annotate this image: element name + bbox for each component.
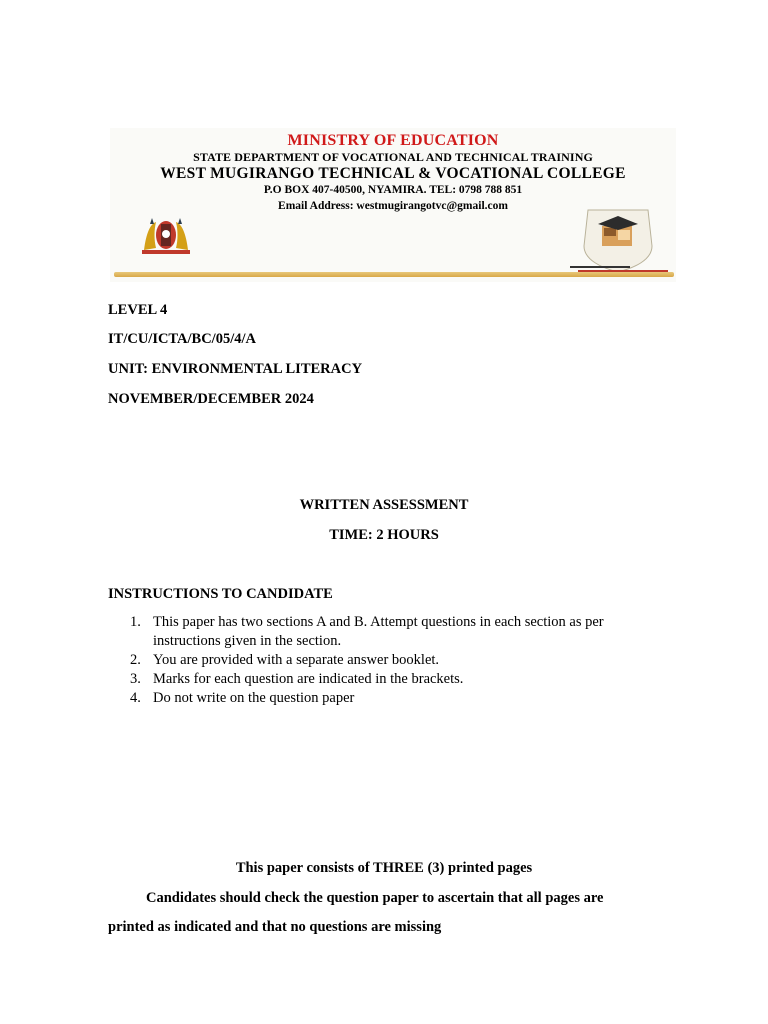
list-item-text: Do not write on the question paper xyxy=(153,690,355,706)
check-note-line-2: printed as indicated and that no questions are missing xyxy=(108,919,442,935)
department-title: STATE DEPARTMENT OF VOCATIONAL AND TECHNICAL TRAINING xyxy=(193,150,593,164)
letterhead-divider xyxy=(114,272,674,277)
exam-period: NOVEMBER/DECEMBER 2024 xyxy=(108,391,314,407)
instructions-list xyxy=(130,613,650,708)
assessment-title: WRITTEN ASSESSMENT xyxy=(299,497,469,513)
check-note-line-1: Candidates should check the question paper to ascertain that all pages are xyxy=(146,890,604,906)
instructions-heading: INSTRUCTIONS TO CANDIDATE xyxy=(108,586,333,602)
college-address: P.O BOX 407-40500, NYAMIRA. TEL: 0798 788 851 xyxy=(263,184,523,196)
unit-code: IT/CU/ICTA/BC/05/4/A xyxy=(108,331,256,347)
list-item-text: This paper has two sections A and B. Attempt questions in each section as per xyxy=(153,614,604,630)
list-item xyxy=(130,651,650,670)
list-item-text: You are provided with a separate answer booklet. xyxy=(153,652,440,668)
college-name: WEST MUGIRANGO TECHNICAL & VOCATIONAL COLLEGE xyxy=(160,165,626,182)
list-item-number: 4. xyxy=(130,690,141,706)
assessment-time: TIME: 2 HOURS xyxy=(329,527,439,543)
pages-note: This paper consists of THREE (3) printed pages xyxy=(235,860,533,876)
college-logo-icon xyxy=(568,206,668,276)
list-item-number: 3. xyxy=(130,671,141,687)
coat-of-arms-icon xyxy=(132,214,200,256)
level-label: LEVEL 4 xyxy=(108,302,168,318)
ministry-title: MINISTRY OF EDUCATION xyxy=(287,132,499,149)
letterhead xyxy=(110,128,676,282)
college-email: Email Address: westmugirangotvc@gmail.com xyxy=(278,200,508,212)
list-item xyxy=(130,670,650,689)
list-item-text: Marks for each question are indicated in the brackets. xyxy=(153,671,464,687)
unit-title: UNIT: ENVIRONMENTAL LITERACY xyxy=(108,361,363,377)
list-item-text-continued: instructions given in the section. xyxy=(153,633,342,649)
list-item-number: 1. xyxy=(130,614,141,630)
list-item xyxy=(130,689,650,708)
list-item xyxy=(130,613,650,651)
list-item-number: 2. xyxy=(130,652,141,668)
